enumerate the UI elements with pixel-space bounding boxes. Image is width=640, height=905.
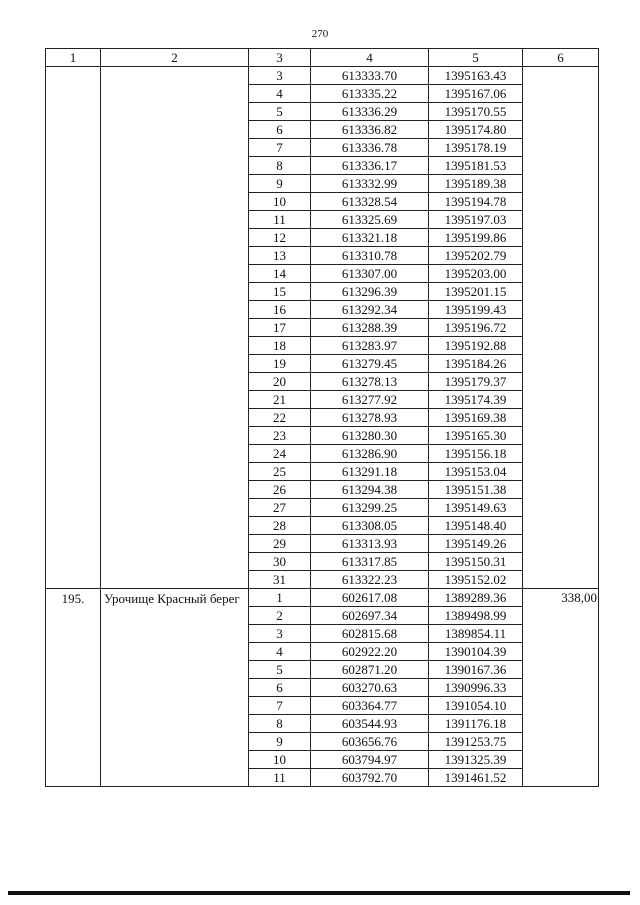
table-row <box>46 67 599 85</box>
point-number: 11 <box>249 211 311 229</box>
coord-y: 1395179.37 <box>429 373 523 391</box>
point-number: 9 <box>249 733 311 751</box>
block-195-name: Урочище Красный берег <box>101 589 249 787</box>
point-number: 31 <box>249 571 311 589</box>
point-number: 22 <box>249 409 311 427</box>
coord-x: 613292.34 <box>311 301 429 319</box>
coord-y: 1395197.03 <box>429 211 523 229</box>
coord-x: 613286.90 <box>311 445 429 463</box>
coord-y: 1391054.10 <box>429 697 523 715</box>
continued-block-index <box>46 67 101 589</box>
point-number: 6 <box>249 121 311 139</box>
coord-y: 1395148.40 <box>429 517 523 535</box>
coord-x: 613336.29 <box>311 103 429 121</box>
coord-y: 1395196.72 <box>429 319 523 337</box>
coord-y: 1395202.79 <box>429 247 523 265</box>
coord-y: 1395153.04 <box>429 463 523 481</box>
coord-y: 1395194.78 <box>429 193 523 211</box>
table-header <box>46 49 599 67</box>
header-col-6: 6 <box>523 49 599 67</box>
coord-y: 1395152.02 <box>429 571 523 589</box>
coord-x: 613280.30 <box>311 427 429 445</box>
coord-y: 1395165.30 <box>429 427 523 445</box>
coord-y: 1395169.38 <box>429 409 523 427</box>
coord-x: 603656.76 <box>311 733 429 751</box>
point-number: 6 <box>249 679 311 697</box>
point-number: 20 <box>249 373 311 391</box>
point-number: 19 <box>249 355 311 373</box>
coord-x: 613335.22 <box>311 85 429 103</box>
coord-y: 1395178.19 <box>429 139 523 157</box>
coord-x: 613294.38 <box>311 481 429 499</box>
coord-x: 613325.69 <box>311 211 429 229</box>
coord-y: 1391461.52 <box>429 769 523 787</box>
coord-x: 613328.54 <box>311 193 429 211</box>
coord-x: 603792.70 <box>311 769 429 787</box>
coord-x: 613288.39 <box>311 319 429 337</box>
point-number: 28 <box>249 517 311 535</box>
coord-x: 613310.78 <box>311 247 429 265</box>
coord-x: 613279.45 <box>311 355 429 373</box>
header-col-2: 2 <box>101 49 249 67</box>
header-row <box>46 49 599 67</box>
coord-y: 1389289.36 <box>429 589 523 607</box>
footer-rule <box>8 891 630 895</box>
coord-x: 613336.17 <box>311 157 429 175</box>
coord-x: 602815.68 <box>311 625 429 643</box>
coord-y: 1395151.38 <box>429 481 523 499</box>
coord-y: 1395150.31 <box>429 553 523 571</box>
point-number: 21 <box>249 391 311 409</box>
coord-y: 1390996.33 <box>429 679 523 697</box>
coord-y: 1395201.15 <box>429 283 523 301</box>
point-number: 4 <box>249 85 311 103</box>
coord-x: 613313.93 <box>311 535 429 553</box>
coordinates-table <box>45 48 599 787</box>
coord-x: 602617.08 <box>311 589 429 607</box>
point-number: 12 <box>249 229 311 247</box>
coord-y: 1391176.18 <box>429 715 523 733</box>
continued-block-area <box>523 67 599 589</box>
coord-y: 1395189.38 <box>429 175 523 193</box>
point-number: 5 <box>249 661 311 679</box>
coord-x: 613299.25 <box>311 499 429 517</box>
point-number: 14 <box>249 265 311 283</box>
point-number: 29 <box>249 535 311 553</box>
point-number: 9 <box>249 175 311 193</box>
coord-y: 1395163.43 <box>429 67 523 85</box>
point-number: 3 <box>249 67 311 85</box>
header-col-3: 3 <box>249 49 311 67</box>
point-number: 10 <box>249 193 311 211</box>
table-body <box>46 67 599 787</box>
point-number: 15 <box>249 283 311 301</box>
coord-x: 602697.34 <box>311 607 429 625</box>
coord-x: 613307.00 <box>311 265 429 283</box>
coord-y: 1395149.63 <box>429 499 523 517</box>
coord-y: 1391325.39 <box>429 751 523 769</box>
point-number: 18 <box>249 337 311 355</box>
coord-x: 613336.82 <box>311 121 429 139</box>
coord-x: 613333.70 <box>311 67 429 85</box>
coord-y: 1389498.99 <box>429 607 523 625</box>
coord-y: 1390167.36 <box>429 661 523 679</box>
point-number: 7 <box>249 697 311 715</box>
coord-x: 603364.77 <box>311 697 429 715</box>
coord-y: 1395149.26 <box>429 535 523 553</box>
point-number: 11 <box>249 769 311 787</box>
coord-x: 613332.99 <box>311 175 429 193</box>
coord-y: 1395184.26 <box>429 355 523 373</box>
point-number: 24 <box>249 445 311 463</box>
coord-x: 613296.39 <box>311 283 429 301</box>
coord-y: 1395174.80 <box>429 121 523 139</box>
coord-x: 613291.18 <box>311 463 429 481</box>
point-number: 4 <box>249 643 311 661</box>
coord-y: 1395156.18 <box>429 445 523 463</box>
coord-y: 1395167.06 <box>429 85 523 103</box>
point-number: 26 <box>249 481 311 499</box>
coord-x: 603270.63 <box>311 679 429 697</box>
coord-x: 603544.93 <box>311 715 429 733</box>
coord-x: 613278.13 <box>311 373 429 391</box>
block-195-area: 338,00 <box>523 589 599 787</box>
point-number: 30 <box>249 553 311 571</box>
point-number: 1 <box>249 589 311 607</box>
coord-y: 1390104.39 <box>429 643 523 661</box>
coord-x: 613336.78 <box>311 139 429 157</box>
coord-x: 613277.92 <box>311 391 429 409</box>
point-number: 16 <box>249 301 311 319</box>
page-number: 270 <box>311 28 329 40</box>
coord-x: 613322.23 <box>311 571 429 589</box>
coord-y: 1389854.11 <box>429 625 523 643</box>
block-195-index: 195. <box>46 589 101 787</box>
continued-block-name <box>101 67 249 589</box>
point-number: 3 <box>249 625 311 643</box>
coord-x: 613278.93 <box>311 409 429 427</box>
coord-y: 1395199.86 <box>429 229 523 247</box>
coord-y: 1395203.00 <box>429 265 523 283</box>
header-col-4: 4 <box>311 49 429 67</box>
coord-y: 1395192.88 <box>429 337 523 355</box>
coord-y: 1391253.75 <box>429 733 523 751</box>
point-number: 25 <box>249 463 311 481</box>
coord-y: 1395181.53 <box>429 157 523 175</box>
header-col-5: 5 <box>429 49 523 67</box>
point-number: 23 <box>249 427 311 445</box>
coord-x: 602871.20 <box>311 661 429 679</box>
coord-x: 613308.05 <box>311 517 429 535</box>
point-number: 2 <box>249 607 311 625</box>
point-number: 13 <box>249 247 311 265</box>
point-number: 8 <box>249 715 311 733</box>
coord-x: 603794.97 <box>311 751 429 769</box>
coord-y: 1395170.55 <box>429 103 523 121</box>
coord-x: 602922.20 <box>311 643 429 661</box>
table-row <box>46 589 599 607</box>
coord-y: 1395174.39 <box>429 391 523 409</box>
coord-x: 613283.97 <box>311 337 429 355</box>
point-number: 8 <box>249 157 311 175</box>
header-col-1: 1 <box>46 49 101 67</box>
point-number: 7 <box>249 139 311 157</box>
point-number: 5 <box>249 103 311 121</box>
point-number: 17 <box>249 319 311 337</box>
coord-x: 613321.18 <box>311 229 429 247</box>
coord-x: 613317.85 <box>311 553 429 571</box>
point-number: 27 <box>249 499 311 517</box>
coord-y: 1395199.43 <box>429 301 523 319</box>
point-number: 10 <box>249 751 311 769</box>
